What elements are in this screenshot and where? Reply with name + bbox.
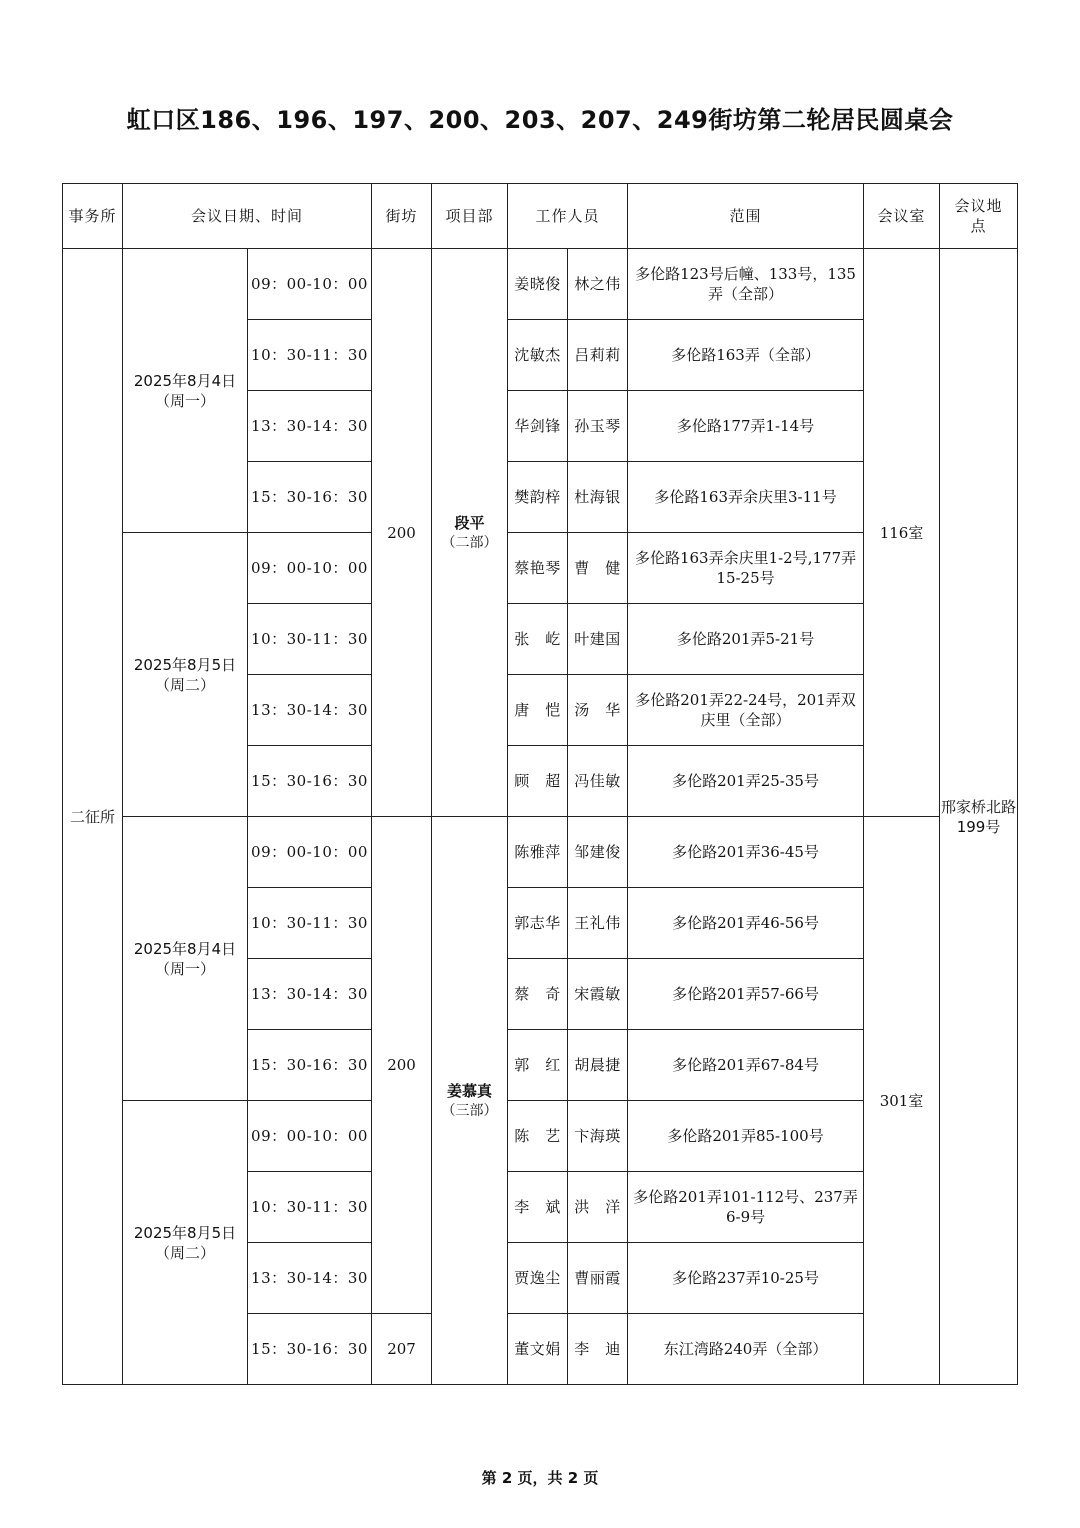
staff-cell: 王礼伟 (568, 888, 628, 959)
staff-cell: 樊韵梓 (508, 462, 568, 533)
staff-cell: 冯佳敏 (568, 746, 628, 817)
range-cell: 多伦路201弄25-35号 (628, 746, 864, 817)
date-cell (123, 249, 248, 533)
staff-cell: 林之伟 (568, 249, 628, 320)
staff-cell: 曹 健 (568, 533, 628, 604)
header-room: 会议室 (864, 184, 940, 249)
header-office: 事务所 (63, 184, 123, 249)
date-text: 2025年8月5日 (133, 1223, 237, 1242)
header-block: 街坊 (372, 184, 432, 249)
header-place: 会议地点 (940, 184, 1018, 249)
header-staff: 工作人员 (508, 184, 628, 249)
office-cell: 二征所 (63, 249, 123, 1385)
staff-cell: 贾逸尘 (508, 1243, 568, 1314)
staff-cell: 董文娟 (508, 1314, 568, 1385)
staff-cell: 郭志华 (508, 888, 568, 959)
range-cell: 多伦路163弄（全部） (628, 320, 864, 391)
block-cell: 200 (372, 817, 432, 1314)
time-cell: 13：30-14：30 (248, 1243, 372, 1314)
range-cell: 多伦路201弄46-56号 (628, 888, 864, 959)
date-cell (123, 1101, 248, 1385)
staff-cell: 杜海银 (568, 462, 628, 533)
range-cell: 多伦路237弄10-25号 (628, 1243, 864, 1314)
staff-cell: 陈雅萍 (508, 817, 568, 888)
time-cell: 09：00-10：00 (248, 817, 372, 888)
weekday-text: （周二） (154, 1243, 215, 1262)
staff-cell: 蔡艳琴 (508, 533, 568, 604)
range-cell: 多伦路163弄余庆里3-11号 (628, 462, 864, 533)
dept-cell (432, 249, 508, 817)
date-text: 2025年8月5日 (133, 655, 237, 674)
staff-cell: 卞海瑛 (568, 1101, 628, 1172)
date-cell (123, 533, 248, 817)
time-cell: 10：30-11：30 (248, 888, 372, 959)
time-cell: 15：30-16：30 (248, 462, 372, 533)
dept-sub: （三部） (441, 1102, 498, 1119)
date-text: 2025年8月4日 (133, 939, 237, 958)
weekday-text: （周二） (154, 675, 215, 694)
range-cell: 多伦路201弄101-112号、237弄6-9号 (628, 1172, 864, 1243)
staff-cell: 洪 洋 (568, 1172, 628, 1243)
time-cell: 15：30-16：30 (248, 1314, 372, 1385)
date-cell (123, 817, 248, 1101)
range-cell: 多伦路177弄1-14号 (628, 391, 864, 462)
header-datetime: 会议日期、时间 (123, 184, 372, 249)
staff-cell: 汤 华 (568, 675, 628, 746)
staff-cell: 李 迪 (568, 1314, 628, 1385)
room-cell: 301室 (864, 817, 940, 1385)
staff-cell: 郭 红 (508, 1030, 568, 1101)
time-cell: 13：30-14：30 (248, 675, 372, 746)
time-cell: 10：30-11：30 (248, 1172, 372, 1243)
staff-cell: 张 屹 (508, 604, 568, 675)
staff-cell: 唐 恺 (508, 675, 568, 746)
range-cell: 多伦路201弄67-84号 (628, 1030, 864, 1101)
page-title: 虹口区186、196、197、200、203、207、249街坊第二轮居民圆桌会 (126, 106, 954, 134)
table-row (63, 817, 1018, 888)
dept-sub: （二部） (441, 534, 498, 551)
staff-cell: 沈敏杰 (508, 320, 568, 391)
time-cell: 09：00-10：00 (248, 1101, 372, 1172)
staff-cell: 叶建国 (568, 604, 628, 675)
staff-cell: 曹丽霞 (568, 1243, 628, 1314)
table-row (63, 249, 1018, 320)
staff-cell: 华剑锋 (508, 391, 568, 462)
range-cell: 东江湾路240弄（全部） (628, 1314, 864, 1385)
dept-name: 姜慕真 (447, 1081, 493, 1100)
staff-cell: 顾 超 (508, 746, 568, 817)
time-cell: 15：30-16：30 (248, 1030, 372, 1101)
staff-cell: 胡晨捷 (568, 1030, 628, 1101)
range-cell: 多伦路201弄5-21号 (628, 604, 864, 675)
dept-name: 段平 (454, 513, 485, 532)
header-row (63, 184, 1018, 249)
time-cell: 13：30-14：30 (248, 391, 372, 462)
time-cell: 15：30-16：30 (248, 746, 372, 817)
staff-cell: 孙玉琴 (568, 391, 628, 462)
weekday-text: （周一） (154, 959, 215, 978)
staff-cell: 陈 艺 (508, 1101, 568, 1172)
staff-cell: 邹建俊 (568, 817, 628, 888)
block-cell: 200 (372, 249, 432, 817)
place-cell: 邢家桥北路199号 (940, 249, 1018, 1385)
time-cell: 09：00-10：00 (248, 249, 372, 320)
date-text: 2025年8月4日 (133, 371, 237, 390)
dept-cell (432, 817, 508, 1385)
time-cell: 10：30-11：30 (248, 320, 372, 391)
staff-cell: 吕莉莉 (568, 320, 628, 391)
room-cell: 116室 (864, 249, 940, 817)
weekday-text: （周一） (154, 391, 215, 410)
time-cell: 09：00-10：00 (248, 533, 372, 604)
range-cell: 多伦路201弄85-100号 (628, 1101, 864, 1172)
range-cell: 多伦路123号后幢、133号，135弄（全部） (628, 249, 864, 320)
time-cell: 13：30-14：30 (248, 959, 372, 1030)
page-footer: 第 2 页，共 2 页 (481, 1469, 599, 1487)
header-dept: 项目部 (432, 184, 508, 249)
block-cell: 207 (372, 1314, 432, 1385)
staff-cell: 姜晓俊 (508, 249, 568, 320)
range-cell: 多伦路201弄22-24号，201弄双庆里（全部） (628, 675, 864, 746)
time-cell: 10：30-11：30 (248, 604, 372, 675)
staff-cell: 李 斌 (508, 1172, 568, 1243)
range-cell: 多伦路201弄57-66号 (628, 959, 864, 1030)
header-range: 范围 (628, 184, 864, 249)
range-cell: 多伦路201弄36-45号 (628, 817, 864, 888)
range-cell: 多伦路163弄余庆里1-2号,177弄15-25号 (628, 533, 864, 604)
staff-cell: 宋霞敏 (568, 959, 628, 1030)
staff-cell: 蔡 奇 (508, 959, 568, 1030)
schedule-table (62, 183, 1018, 1385)
